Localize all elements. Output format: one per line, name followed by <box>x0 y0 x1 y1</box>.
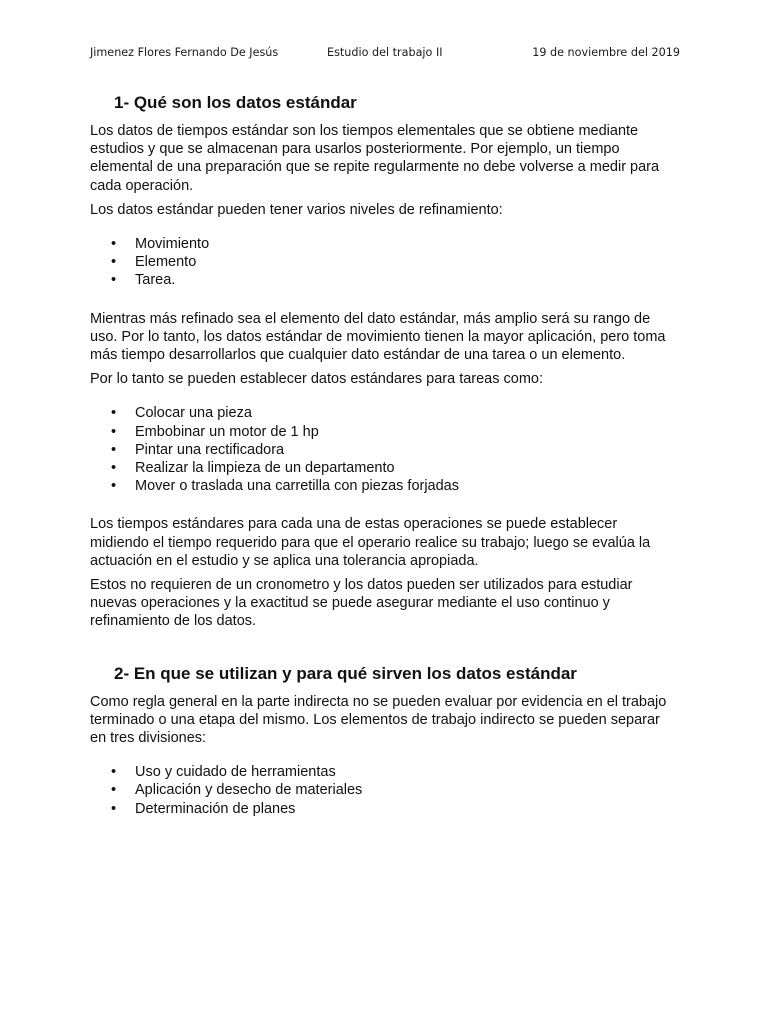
paragraph: Mientras más refinado sea el elemento del dato estándar, más amplio será su rango de uso. Por lo tanto, los datos estándar de movimiento tienen la mayor aplicación, pero toma más tiempo desarrollarlos que cualquier dato estándar de una tarea o un elemento. <box>90 310 666 364</box>
paragraph: Por lo tanto se pueden establecer datos estándares para tareas como: <box>90 371 544 388</box>
indirect-divisions-list <box>90 763 680 818</box>
list-item: • Uso y cuidado de herramientas <box>135 763 680 781</box>
header-date: 19 de noviembre del 2019 <box>532 46 680 59</box>
list-item: • Elemento <box>135 253 680 271</box>
refinement-levels-list <box>90 235 680 290</box>
list-item: • Movimiento <box>135 235 680 253</box>
tasks-list <box>90 404 680 495</box>
section-2 <box>90 663 680 818</box>
paragraph: Los datos de tiempos estándar son los tiempos elementales que se obtiene mediante estudios y que se almacenan para usarlos posteriormente. Por ejemplo, un tiempo elemental de una preparación que se repite regularmente no debe volverse a medir para cada operación. <box>90 123 660 194</box>
list-item: • Pintar una rectificadora <box>135 441 680 459</box>
list-item: • Mover o traslada una carretilla con piezas forjadas <box>135 477 680 495</box>
paragraph: Estos no requieren de un cronometro y los datos pueden ser utilizados para estudiar nuevas operaciones y la exactitud se puede asegurar mediante el uso continuo y refinamiento de los datos. <box>90 577 633 630</box>
list-item: • Realizar la limpieza de un departamento <box>135 459 680 477</box>
paragraph: Los datos estándar pueden tener varios niveles de refinamiento: <box>90 201 503 218</box>
list-item: • Aplicación y desecho de materiales <box>135 781 680 799</box>
page-header <box>90 46 680 64</box>
header-author: Jimenez Flores Fernando De Jesús <box>90 46 279 59</box>
paragraph: Como regla general en la parte indirecta no se pueden evaluar por evidencia en el trabajo terminado o una etapa del mismo. Los elementos de trabajo indirecto se pueden separar en tres divisiones: <box>90 693 667 747</box>
section-1 <box>90 92 680 631</box>
list-item: • Embobinar un motor de 1 hp <box>135 423 680 441</box>
list-item: • Colocar una pieza <box>135 404 680 422</box>
list-item: • Tarea. <box>135 271 680 289</box>
paragraph: Los tiempos estándares para cada una de estas operaciones se puede establecer midiendo el tiempo requerido para que el operario realice su trabajo; luego se evalúa la actuación en el estudio y se aplica una tolerancia apropiada. <box>90 516 651 569</box>
document-body <box>90 92 680 818</box>
list-item: • Determinación de planes <box>135 800 680 818</box>
section-1-heading: 1- Qué son los datos estándar <box>114 93 357 112</box>
header-subject: Estudio del trabajo II <box>327 46 443 59</box>
section-2-heading: 2- En que se utilizan y para qué sirven los datos estándar <box>114 663 577 683</box>
